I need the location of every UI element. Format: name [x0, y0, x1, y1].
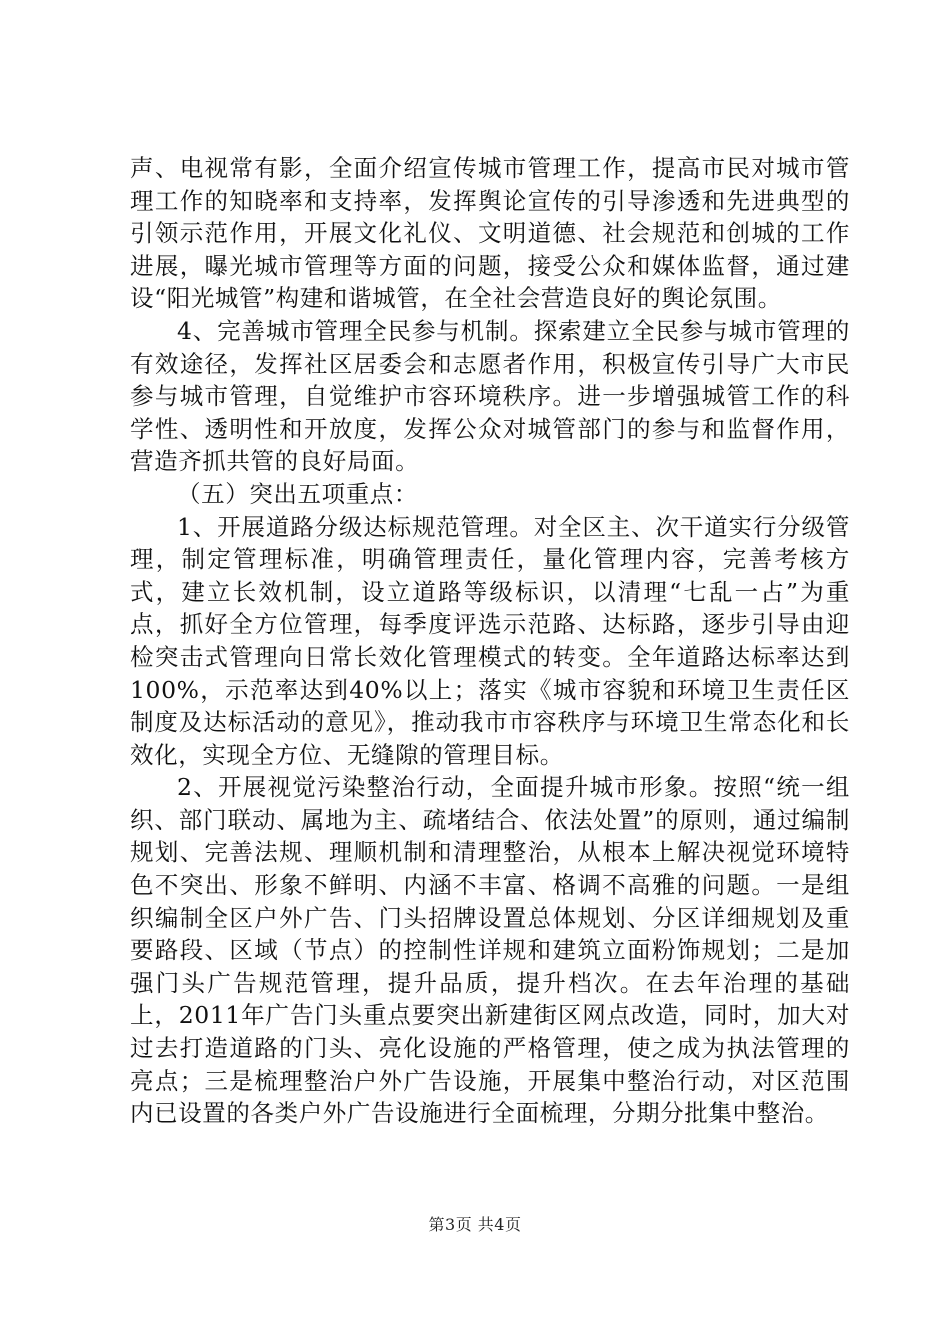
document-body	[130, 152, 850, 1130]
page-number-footer: 第3页 共4页	[428, 1215, 522, 1234]
paragraph-public-participation: 4、完善城市管理全民参与机制。探索建立全民参与城市管理的有效途径，发挥社区居委会和志愿者作用，积极宣传引导广大市民参与城市管理，自觉维护市容环境秩序。进一步增强城管工作的科学性、透明性和开放度，发挥公众对城管部门的参与和监督作用，营造齐抓共管的良好局面。	[130, 316, 850, 476]
paragraph-road-grading: 1、开展道路分级达标规范管理。对全区主、次干道实行分级管理，制定管理标准，明确管理责任，量化管理内容，完善考核方式，建立长效机制，设立道路等级标识，以清理“七乱一占”为重点，抓好全方位管理，每季度评选示范路、达标路，逐步引导由迎检突击式管理向日常长效化管理模式的转变。全年道路达标率达到100%，示范率达到40%以上；落实《城市容貌和环境卫生责任区制度及达标活动的意见》，推动我市市容秩序与环境卫生常态化和长效化，实现全方位、无缝隙的管理目标。	[130, 512, 850, 769]
section-heading-five-priorities: （五）突出五项重点：	[177, 479, 418, 508]
paragraph-visual-pollution: 2、开展视觉污染整治行动，全面提升城市形象。按照“统一组织、部门联动、属地为主、疏堵结合、依法处置”的原则，通过编制规划、完善法规、理顺机制和清理整治，从根本上解决视觉环境特色不突出、形象不鲜明、内涵不丰富、格调不高雅的问题。一是组织编制全区户外广告、门头招牌设置总体规划、分区详细规划及重要路段、区域（节点）的控制性详规和建筑立面粉饰规划；二是加强门头广告规范管理，提升品质，提升档次。在去年治理的基础上，2011年广告门头重点要突出新建街区网点改造，同时，加大对过去打造道路的门头、亮化设施的严格管理，使之成为执法管理的亮点；三是梳理整治户外广告设施，开展集中整治行动，对区范围内已设置的各类户外广告设施进行全面梳理，分期分批集中整治。	[130, 773, 850, 1128]
paragraph-publicity: 声、电视常有影，全面介绍宣传城市管理工作，提高市民对城市管理工作的知晓率和支持率，发挥舆论宣传的引导渗透和先进典型的引领示范作用，开展文化礼仪、文明道德、社会规范和创城的工作进展，曝光城市管理等方面的问题，接受公众和媒体监督，通过建设“阳光城管”构建和谐城管，在全社会营造良好的舆论氛围。	[130, 154, 850, 313]
